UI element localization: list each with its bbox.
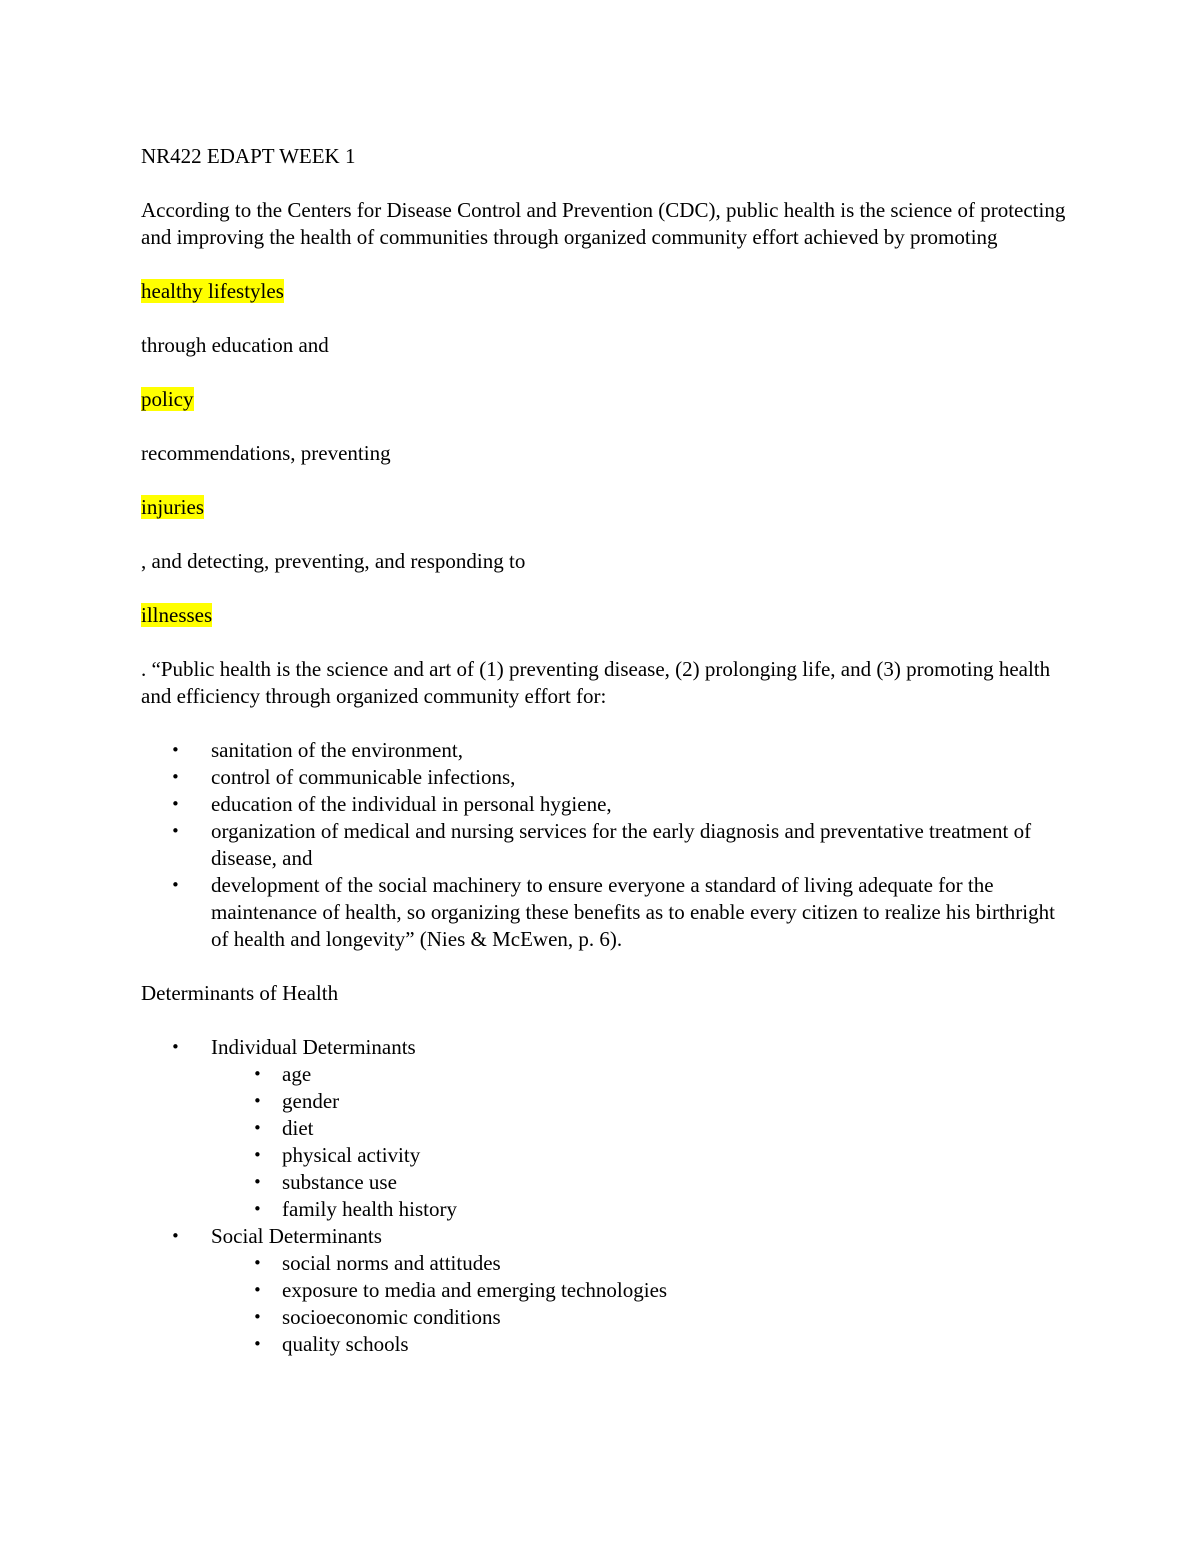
document-title: NR422 EDAPT WEEK 1 (141, 144, 356, 168)
determinant-sublist (211, 1250, 1071, 1358)
list-item (211, 1196, 1071, 1223)
bullet-icon: • (171, 795, 180, 813)
bullet-icon: • (253, 1119, 262, 1137)
list-item (211, 1250, 1071, 1277)
bullet-icon: • (171, 741, 180, 759)
fill-text: recommendations, preventing (141, 441, 391, 465)
bullet-icon: • (253, 1281, 262, 1299)
highlight-illnesses: illnesses (141, 603, 213, 627)
highlighted-answer (141, 386, 1071, 413)
highlighted-answer (141, 602, 1071, 629)
bullet-icon: • (171, 768, 180, 786)
list-item-text: organization of medical and nursing services for the early diagnosis and preventative treatment of disease, and (211, 819, 1032, 870)
list-item-text: gender (282, 1089, 340, 1113)
list-item-text: quality schools (282, 1332, 409, 1356)
quote-list (141, 737, 1071, 953)
determinant-group (141, 1223, 1071, 1358)
list-item (211, 1331, 1071, 1358)
determinant-group-label: Individual Determinants (211, 1035, 416, 1059)
list-item (141, 791, 1071, 818)
bullet-icon: • (253, 1092, 262, 1110)
determinant-group (141, 1034, 1071, 1223)
fill-text: through education and (141, 333, 329, 357)
list-item-text: development of the social machinery to ensure everyone a standard of living adequate for the maintenance of health, so organizing these benefits as to enable every citizen to realize his birthright of health and longevity” (Nies & McEwen, p. 6). (211, 873, 1055, 951)
intro-paragraph: According to the Centers for Disease Control and Prevention (CDC), public health is the science of protecting and improving the health of communities through organized community effort achieved by promoting (141, 198, 1066, 249)
list-item-text: family health history (282, 1197, 457, 1221)
bullet-icon: • (253, 1173, 262, 1191)
determinant-sublist (211, 1061, 1071, 1223)
bullet-icon: • (171, 876, 180, 894)
bullet-icon: • (253, 1146, 262, 1164)
list-item-text: sanitation of the environment, (211, 738, 463, 762)
list-item (211, 1277, 1071, 1304)
bullet-icon: • (253, 1065, 262, 1083)
bullet-icon: • (171, 1038, 180, 1056)
list-item-text: exposure to media and emerging technologies (282, 1278, 668, 1302)
determinant-group-label: Social Determinants (211, 1224, 382, 1248)
list-item (211, 1061, 1071, 1088)
list-item (141, 764, 1071, 791)
bullet-icon: • (253, 1335, 262, 1353)
bullet-icon: • (253, 1254, 262, 1272)
highlighted-answer (141, 494, 1071, 521)
determinants-list (141, 1034, 1071, 1358)
bullet-icon: • (171, 1227, 180, 1245)
list-item-text: social norms and attitudes (282, 1251, 501, 1275)
list-item (141, 872, 1071, 953)
list-item (141, 818, 1071, 872)
quote-intro: . “Public health is the science and art of (1) preventing disease, (2) prolonging life, and (3) promoting health and efficiency through organized community effort for: (141, 657, 1051, 708)
list-item (211, 1142, 1071, 1169)
section-heading: Determinants of Health (141, 981, 339, 1005)
list-item-text: age (282, 1062, 312, 1086)
list-item-text: physical activity (282, 1143, 421, 1167)
highlight-policy: policy (141, 387, 194, 411)
bullet-icon: • (171, 822, 180, 840)
fill-text: , and detecting, preventing, and responding to (141, 549, 526, 573)
list-item-text: substance use (282, 1170, 397, 1194)
bullet-icon: • (253, 1308, 262, 1326)
list-item (141, 737, 1071, 764)
highlight-healthy-lifestyles: healthy lifestyles (141, 279, 284, 303)
list-item-text: education of the individual in personal hygiene, (211, 792, 612, 816)
bullet-icon: • (253, 1200, 262, 1218)
highlight-injuries: injuries (141, 495, 204, 519)
list-item (211, 1088, 1071, 1115)
list-item-text: control of communicable infections, (211, 765, 516, 789)
list-item (211, 1169, 1071, 1196)
list-item-text: diet (282, 1116, 314, 1140)
highlighted-answer (141, 278, 1071, 305)
document-page (141, 143, 1071, 1358)
list-item-text: socioeconomic conditions (282, 1305, 501, 1329)
list-item (211, 1115, 1071, 1142)
list-item (211, 1304, 1071, 1331)
